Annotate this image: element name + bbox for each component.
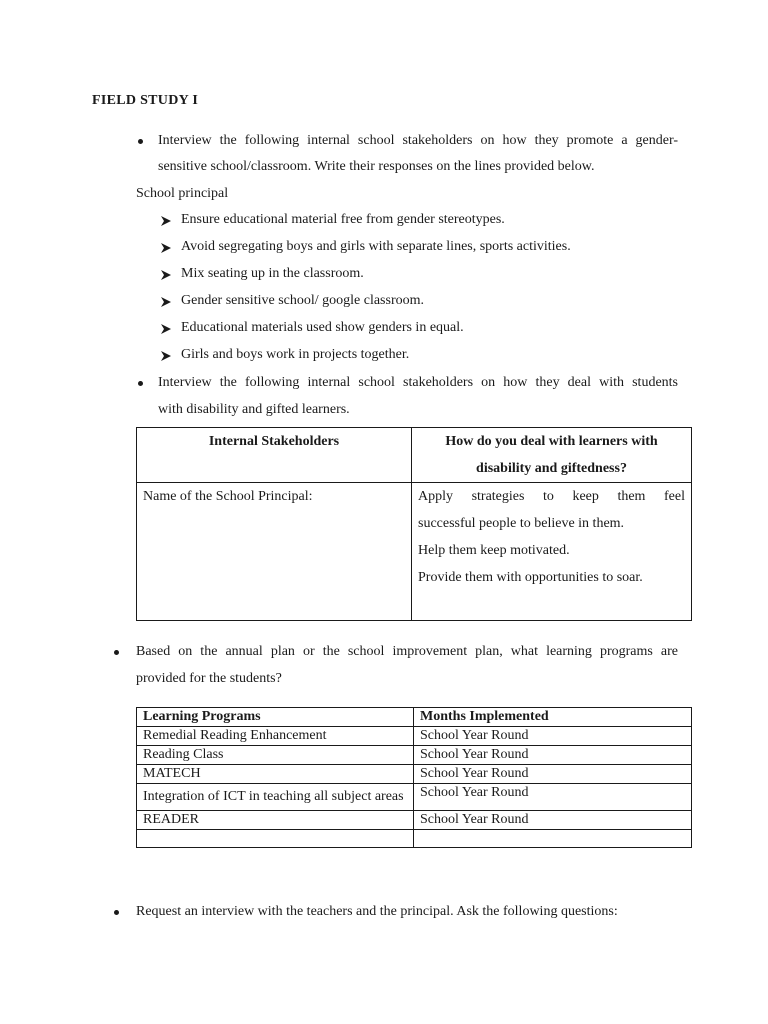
table-cell: School Year Round [414,765,692,784]
bullet-dot [114,910,119,915]
bullet-1-line-1: Interview the following internal school stakeholders on how they promote a gender- [158,133,678,148]
table-row [137,483,692,621]
arrow-bullet-icon [160,269,172,281]
table-header: How do you deal with learners with disability and giftedness? [412,428,692,483]
arrow-bullet-icon [160,296,172,308]
response-line: Help them keep motivated. [418,543,570,558]
list-item-text: Gender sensitive school/ google classroom. [181,293,425,308]
table-header: Months Implemented [414,708,692,727]
table-row [137,765,692,784]
bullet-2-line-2: with disability and gifted learners. [158,402,350,417]
list-item-text: Ensure educational material free from gender stereotypes. [181,212,505,227]
table-cell: Reading Class [137,746,414,765]
table-cell: School Year Round [414,746,692,765]
table-cell: School Year Round [414,784,692,811]
bullet-3-line-2: provided for the students? [136,671,282,686]
bullet-dot [138,381,143,386]
page-title: FIELD STUDY I [92,93,199,108]
table-header-row [137,708,692,727]
list-item-text: Mix seating up in the classroom. [181,266,364,281]
bullet-1-line-2: sensitive school/classroom. Write their responses on the lines provided below. [158,159,595,174]
table-header: Internal Stakeholders [137,428,412,483]
list-item-text: Avoid segregating boys and girls with separate lines, sports activities. [181,239,571,254]
bullet-3-line-1: Based on the annual plan or the school improvement plan, what learning programs are [136,644,678,659]
learning-programs-table [136,707,692,848]
principal-label: School principal [136,186,229,201]
arrow-bullet-icon [160,323,172,335]
table-header: Learning Programs [137,708,414,727]
table-cell: School Year Round [414,727,692,746]
table-cell: School Year Round [414,811,692,830]
table-cell: READER [137,811,414,830]
table-row [137,746,692,765]
bullet-4-line: Request an interview with the teachers and the principal. Ask the following questions: [136,904,618,919]
table-row [137,811,692,830]
table-cell: Name of the School Principal: [137,483,412,621]
bullet-2-line-1: Interview the following internal school stakeholders on how they deal with students [158,375,678,390]
table-cell [137,830,414,848]
bullet-dot [138,139,143,144]
table-cell [412,483,692,621]
table-cell [414,830,692,848]
table-row [137,784,692,811]
response-line: Provide them with opportunities to soar. [418,570,643,585]
arrow-bullet-icon [160,242,172,254]
table-row [137,830,692,848]
list-item-text: Educational materials used show genders in equal. [181,320,464,335]
stakeholders-table [136,427,692,621]
arrow-bullet-icon [160,350,172,362]
list-item-text: Girls and boys work in projects together. [181,347,410,362]
table-cell: Integration of ICT in teaching all subject areas [137,784,414,811]
response-line: Apply strategies to keep them feel [418,489,685,504]
table-cell: Remedial Reading Enhancement [137,727,414,746]
response-line: successful people to believe in them. [418,516,625,531]
arrow-bullet-icon [160,215,172,227]
bullet-dot [114,650,119,655]
table-header-row [137,428,692,483]
table-cell: MATECH [137,765,414,784]
table-row [137,727,692,746]
